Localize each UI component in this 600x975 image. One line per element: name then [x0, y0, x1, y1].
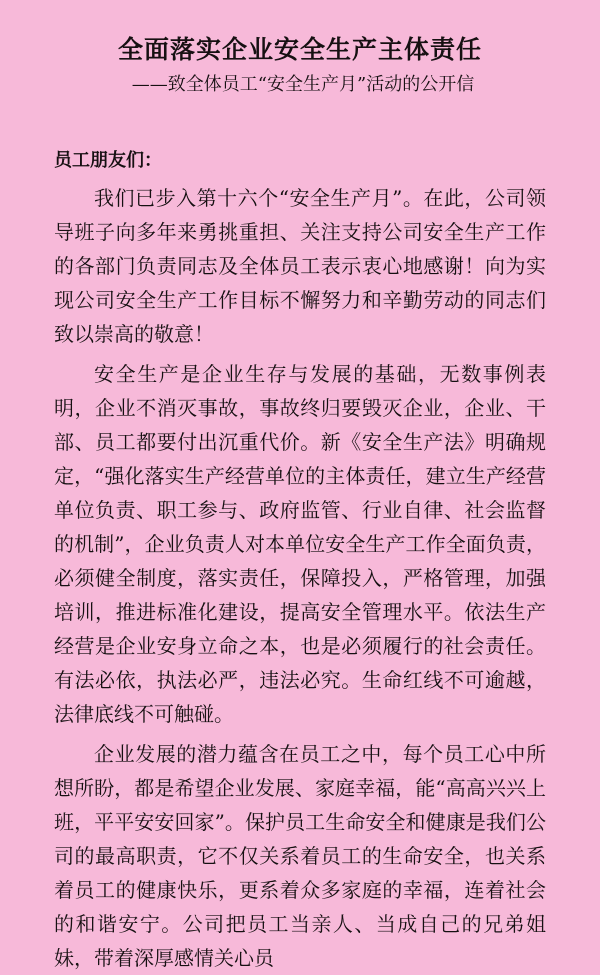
paragraph-3: 企业发展的潜力蕴含在员工之中，每个员工心中所想所盼，都是希望企业发展、家庭幸福，能“高高兴兴上班，平平安安回家”。保护员工生命安全和健康是我们公司的最高职责，它不仅关系着员工的生命安全，也关系着员工的健康快乐，更系着众多家庭的幸福，连着社会的和谐安宁。公司把员工当亲人、当成自己的兄弟姐妹，带着深厚感情关心员: [54, 742, 546, 970]
letter-subtitle: ——致全体员工“安全生产月”活动的公开信: [131, 74, 475, 95]
letter-title: 全面落实企业安全生产主体责任: [117, 35, 482, 64]
paragraph-2: 安全生产是企业生存与发展的基础，无数事例表明，企业不消灭事故，事故终归要毁灭企业，企业、干部、员工都要付出沉重代价。新《安全生产法》明确规定，“强化落实生产经营单位的主体责任，建立生产经营单位负责、职工参与、政府监管、行业自律、社会监督的机制”，企业负责人对本单位安全生产工作全面负责，必须健全制度，落实责任，保障投入，严格管理，加强培训，推进标准化建设，提高安全管理水平。依法生产经营是企业安身立命之本，也是必须履行的社会责任。有法必依，执法必严，违法必究。生命红线不可逾越，法律底线不可触碰。: [54, 362, 546, 726]
salutation: 员工朋友们：: [54, 150, 162, 171]
paragraph-1: 我们已步入第十六个“安全生产月”。在此，公司领导班子向多年来勇挑重担、关注支持公司安全生产工作的各部门负责同志及全体员工表示衷心地感谢！向为实现公司安全生产工作目标不懈努力和辛勤劳动的同志们致以崇高的敬意！: [54, 186, 546, 346]
